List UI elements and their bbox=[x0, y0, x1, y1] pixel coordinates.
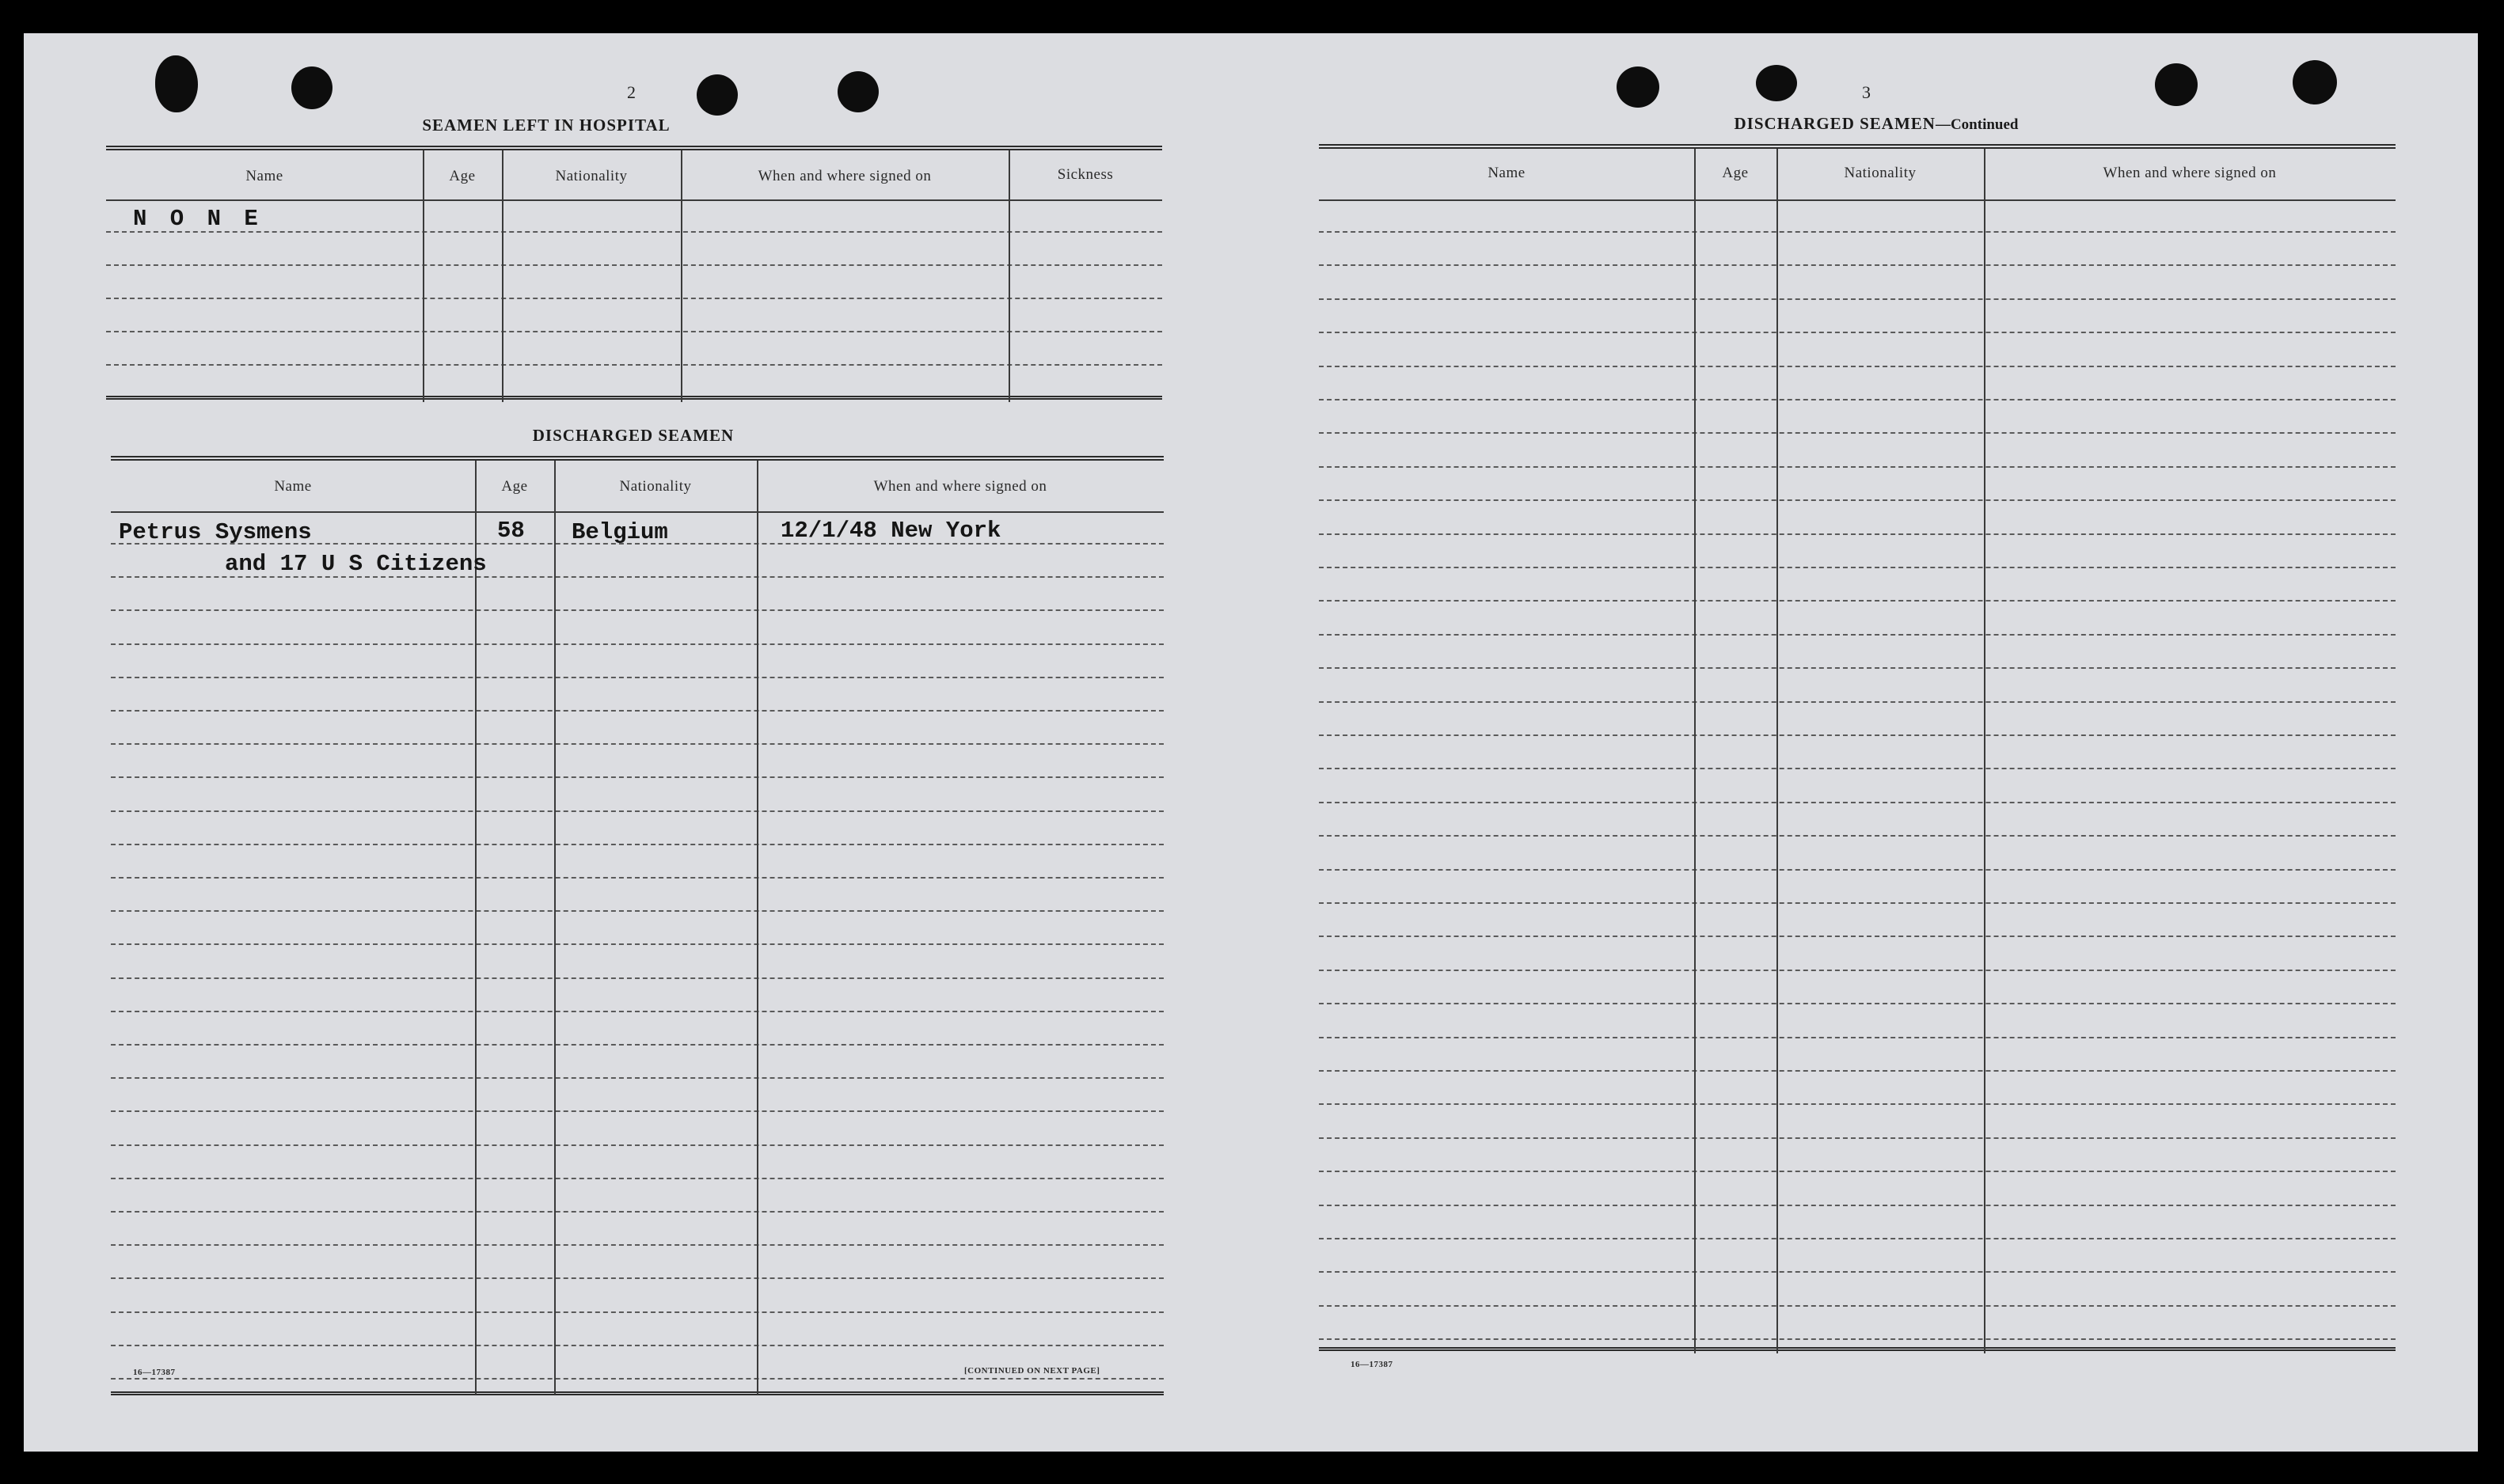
punch-hole bbox=[2155, 63, 2198, 106]
header-rule bbox=[111, 511, 1164, 513]
row-rule bbox=[111, 1244, 1164, 1246]
column-divider bbox=[502, 150, 503, 402]
col-header-name: Name bbox=[245, 168, 283, 184]
row-rule bbox=[106, 231, 1162, 233]
row-rule bbox=[111, 1011, 1164, 1012]
row-rule bbox=[111, 1044, 1164, 1046]
discharged-table-right bbox=[1319, 144, 2396, 1383]
row-rule bbox=[1319, 734, 2396, 736]
record-sheet bbox=[24, 33, 2478, 1452]
row-rule bbox=[111, 844, 1164, 845]
row-rule bbox=[1319, 1271, 2396, 1273]
row-rule bbox=[1319, 1003, 2396, 1004]
discharged-signed-on: 12/1/48 New York bbox=[781, 518, 1001, 544]
row-rule bbox=[111, 643, 1164, 645]
row-rule bbox=[1319, 768, 2396, 769]
row-rule bbox=[1319, 600, 2396, 602]
column-divider bbox=[1009, 150, 1010, 402]
row-rule bbox=[111, 677, 1164, 678]
row-rule bbox=[1319, 298, 2396, 300]
column-divider bbox=[554, 461, 556, 1395]
table-bottom-rule bbox=[106, 396, 1162, 400]
row-rule bbox=[111, 1144, 1164, 1146]
col-header-signed-on: When and where signed on bbox=[758, 168, 932, 184]
row-rule bbox=[1319, 1037, 2396, 1038]
row-rule bbox=[1319, 1305, 2396, 1307]
row-rule bbox=[1319, 701, 2396, 703]
table-bottom-rule bbox=[1319, 1347, 2396, 1351]
col-header-nationality: Nationality bbox=[619, 478, 692, 495]
row-rule bbox=[111, 977, 1164, 979]
row-rule bbox=[1319, 1103, 2396, 1105]
row-rule bbox=[1319, 231, 2396, 233]
discharged-section-title: DISCHARGED SEAMEN bbox=[532, 426, 735, 445]
punch-hole bbox=[2293, 60, 2337, 104]
right-title-main: DISCHARGED SEAMEN bbox=[1734, 114, 1936, 133]
row-rule bbox=[1319, 399, 2396, 400]
column-divider bbox=[1694, 149, 1696, 1353]
col-header-signed-on: When and where signed on bbox=[873, 478, 1047, 495]
discharged-table-left bbox=[111, 456, 1164, 1402]
col-header-age: Age bbox=[449, 168, 476, 184]
row-rule bbox=[1319, 332, 2396, 333]
row-rule bbox=[1319, 970, 2396, 971]
discharged-name: Petrus Sysmens bbox=[119, 519, 312, 545]
column-divider bbox=[757, 461, 758, 1395]
row-rule bbox=[1319, 567, 2396, 568]
col-header-sickness: Sickness bbox=[1057, 166, 1114, 183]
row-rule bbox=[1319, 869, 2396, 871]
row-rule bbox=[111, 710, 1164, 712]
right-title-suffix: —Continued bbox=[1935, 116, 2019, 133]
punch-hole bbox=[697, 74, 738, 116]
form-number-right: 16—17387 bbox=[1351, 1360, 1393, 1369]
row-rule bbox=[1319, 835, 2396, 837]
discharged-age: 58 bbox=[497, 518, 525, 544]
row-rule bbox=[1319, 1205, 2396, 1206]
punch-hole bbox=[155, 55, 198, 112]
form-number-left: 16—17387 bbox=[133, 1368, 176, 1377]
row-rule bbox=[111, 1178, 1164, 1179]
row-rule bbox=[106, 331, 1162, 332]
page-number-left: 2 bbox=[627, 82, 636, 102]
row-rule bbox=[111, 943, 1164, 945]
row-rule bbox=[1319, 499, 2396, 501]
row-rule bbox=[1319, 902, 2396, 904]
row-rule bbox=[1319, 667, 2396, 669]
column-divider bbox=[1776, 149, 1778, 1353]
col-header-name: Name bbox=[274, 478, 312, 495]
row-rule bbox=[1319, 533, 2396, 535]
col-header-age: Age bbox=[1722, 165, 1749, 181]
row-rule bbox=[111, 1077, 1164, 1079]
row-rule bbox=[111, 609, 1164, 611]
hospital-section-title: SEAMEN LEFT IN HOSPITAL bbox=[422, 116, 671, 135]
hospital-entry: N O N E bbox=[133, 206, 263, 232]
header-rule bbox=[106, 199, 1162, 201]
punch-hole bbox=[1617, 66, 1659, 108]
hospital-table bbox=[106, 146, 1162, 408]
page-number-right: 3 bbox=[1862, 82, 1871, 102]
row-rule bbox=[106, 364, 1162, 366]
row-rule bbox=[1319, 264, 2396, 266]
row-rule bbox=[111, 1211, 1164, 1213]
row-rule bbox=[111, 1311, 1164, 1313]
row-rule bbox=[111, 743, 1164, 745]
col-header-nationality: Nationality bbox=[555, 168, 628, 184]
row-rule bbox=[1319, 1338, 2396, 1340]
continued-note: [CONTINUED ON NEXT PAGE] bbox=[964, 1366, 1100, 1376]
row-rule bbox=[1319, 1070, 2396, 1072]
col-header-nationality: Nationality bbox=[1844, 165, 1917, 181]
row-rule bbox=[111, 877, 1164, 879]
row-rule bbox=[1319, 432, 2396, 434]
row-rule bbox=[1319, 936, 2396, 937]
header-rule bbox=[1319, 199, 2396, 201]
row-rule bbox=[106, 298, 1162, 299]
row-rule bbox=[111, 1378, 1164, 1380]
discharged-nationality: Belgium bbox=[572, 519, 668, 545]
discharged-name-continued: and 17 U S Citizens bbox=[225, 551, 487, 577]
row-rule bbox=[1319, 1171, 2396, 1172]
row-rule bbox=[1319, 1238, 2396, 1239]
column-divider bbox=[475, 461, 477, 1395]
row-rule bbox=[1319, 466, 2396, 468]
row-rule bbox=[111, 776, 1164, 778]
row-rule bbox=[1319, 634, 2396, 636]
row-rule bbox=[111, 1110, 1164, 1112]
row-rule bbox=[111, 1345, 1164, 1346]
punch-hole bbox=[291, 66, 332, 109]
column-divider bbox=[681, 150, 682, 402]
row-rule bbox=[111, 1277, 1164, 1279]
column-divider bbox=[1984, 149, 1985, 1353]
col-header-age: Age bbox=[501, 478, 528, 495]
row-rule bbox=[1319, 366, 2396, 367]
row-rule bbox=[111, 910, 1164, 912]
row-rule bbox=[106, 264, 1162, 266]
column-divider bbox=[423, 150, 424, 402]
table-bottom-rule bbox=[111, 1391, 1164, 1395]
row-rule bbox=[1319, 1137, 2396, 1139]
right-section-title bbox=[1655, 114, 2098, 134]
punch-hole bbox=[838, 71, 879, 112]
col-header-name: Name bbox=[1488, 165, 1526, 181]
punch-hole bbox=[1756, 65, 1797, 101]
row-rule bbox=[111, 810, 1164, 812]
col-header-signed-on: When and where signed on bbox=[2103, 165, 2277, 181]
row-rule bbox=[1319, 802, 2396, 803]
